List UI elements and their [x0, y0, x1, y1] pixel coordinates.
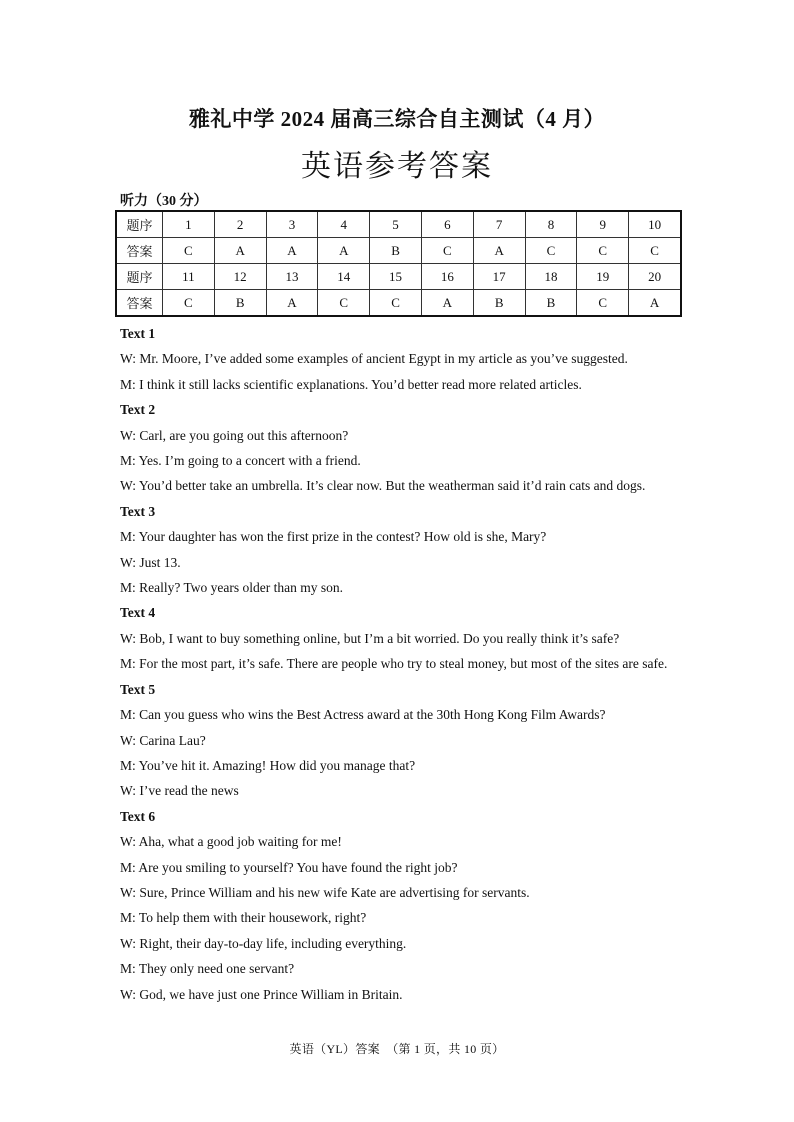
answer-table-cell: 10 [629, 211, 681, 238]
answer-table-cell: 16 [421, 264, 473, 290]
answer-table-row [116, 211, 681, 238]
answer-table-cell: A [266, 238, 318, 264]
row-header-cell: 题序 [116, 211, 162, 238]
dialogue-line: M: Yes. I’m going to a concert with a friend. [120, 453, 361, 469]
answer-table-cell: 12 [214, 264, 266, 290]
answer-table-cell: B [214, 290, 266, 317]
answer-table-cell: 8 [525, 211, 577, 238]
answer-table-cell: 5 [370, 211, 422, 238]
answer-table-cell: C [525, 238, 577, 264]
text-heading: Text 6 [120, 808, 156, 824]
document-subtitle: 英语参考答案 [301, 150, 493, 183]
dialogue-line: M: To help them with their housework, right? [120, 910, 367, 926]
dialogue-line: M: I think it still lacks scientific explanations. You’d better read more related articles. [120, 376, 582, 392]
answer-table-cell: A [214, 238, 266, 264]
answer-table-row [116, 238, 681, 264]
answer-table-cell: A [266, 290, 318, 317]
answer-table-cell: 2 [214, 211, 266, 238]
dialogue-line: W: God, we have just one Prince William in Britain. [120, 986, 403, 1002]
dialogue-line: W: You’d better take an umbrella. It’s clear now. But the weatherman said it’d rain cats and dogs. [120, 478, 646, 494]
dialogue-line: M: They only need one servant? [120, 961, 295, 977]
answer-table-cell: C [577, 238, 629, 264]
answer-table-cell: 13 [266, 264, 318, 290]
answer-table-cell: A [421, 290, 473, 317]
answer-table-row [116, 264, 681, 290]
answer-table-cell: 18 [525, 264, 577, 290]
text-heading: Text 3 [120, 503, 156, 519]
dialogue-line: W: I’ve read the news [120, 783, 239, 799]
answer-table-cell: 11 [162, 264, 214, 290]
answer-table-cell: C [370, 290, 422, 317]
document-title: 雅礼中学 2024 届高三综合自主测试（4 月） [188, 107, 606, 131]
answer-table-cell: A [629, 290, 681, 317]
answer-table-row [116, 290, 681, 317]
answer-table-cell: 3 [266, 211, 318, 238]
answer-table-cell: 9 [577, 211, 629, 238]
text-heading: Text 2 [120, 402, 156, 418]
dialogue-line: W: Bob, I want to buy something online, but I’m a bit worried. Do you really think it’s safe? [120, 630, 620, 646]
dialogue-line: W: Aha, what a good job waiting for me! [120, 834, 342, 850]
dialogue-line: M: Your daughter has won the first prize in the contest? How old is she, Mary? [120, 529, 547, 545]
listening-section-label: 听力（30 分） [120, 194, 208, 209]
row-header-cell: 答案 [116, 238, 162, 264]
text-heading: Text 1 [120, 326, 156, 341]
answer-table-cell: B [473, 290, 525, 317]
answer-table-cell: B [370, 238, 422, 264]
dialogue-line: M: Really? Two years older than my son. [120, 580, 344, 596]
answer-table-cell: A [318, 238, 370, 264]
dialogue-line: W: Carina Lau? [120, 732, 206, 748]
answer-table-cell: C [577, 290, 629, 317]
dialogue-line: W: Carl, are you going out this afternoon? [120, 427, 349, 443]
row-header-cell: 题序 [116, 264, 162, 290]
answer-table-cell: C [629, 238, 681, 264]
answer-table-cell: 15 [370, 264, 422, 290]
transcript-content [120, 321, 680, 1007]
answer-table-cell: C [162, 290, 214, 317]
dialogue-line: W: Just 13. [120, 554, 181, 570]
answer-table [115, 210, 682, 317]
dialogue-line: W: Mr. Moore, I’ve added some examples of ancient Egypt in my article as you’ve suggested. [120, 351, 628, 367]
answer-table-cell: 1 [162, 211, 214, 238]
dialogue-line: M: Are you smiling to yourself? You have found the right job? [120, 859, 458, 875]
dialogue-line: W: Sure, Prince William and his new wife Kate are advertising for servants. [120, 884, 530, 900]
answer-table-cell: 17 [473, 264, 525, 290]
answer-table-cell: 4 [318, 211, 370, 238]
dialogue-line: M: Can you guess who wins the Best Actress award at the 30th Hong Kong Film Awards? [120, 707, 606, 723]
answer-table-cell: C [421, 238, 473, 264]
answer-table-cell: 19 [577, 264, 629, 290]
dialogue-line: M: You’ve hit it. Amazing! How did you manage that? [120, 757, 416, 773]
answer-table-cell: 6 [421, 211, 473, 238]
dialogue-line: M: For the most part, it’s safe. There are people who try to steal money, but most of the sites are safe. [120, 656, 668, 672]
text-heading: Text 4 [120, 605, 156, 621]
row-header-cell: 答案 [116, 290, 162, 317]
text-heading: Text 5 [120, 681, 156, 697]
answer-table-cell: C [318, 290, 370, 317]
answer-table-cell: 20 [629, 264, 681, 290]
answer-table-cell: 7 [473, 211, 525, 238]
answer-table-cell: C [162, 238, 214, 264]
answer-table-cell: A [473, 238, 525, 264]
dialogue-line: W: Right, their day-to-day life, including everything. [120, 935, 407, 951]
answer-table-cell: 14 [318, 264, 370, 290]
page-footer: 英语（YL）答案 （第 1 页，共 10 页） [289, 1042, 505, 1056]
answer-table-cell: B [525, 290, 577, 317]
